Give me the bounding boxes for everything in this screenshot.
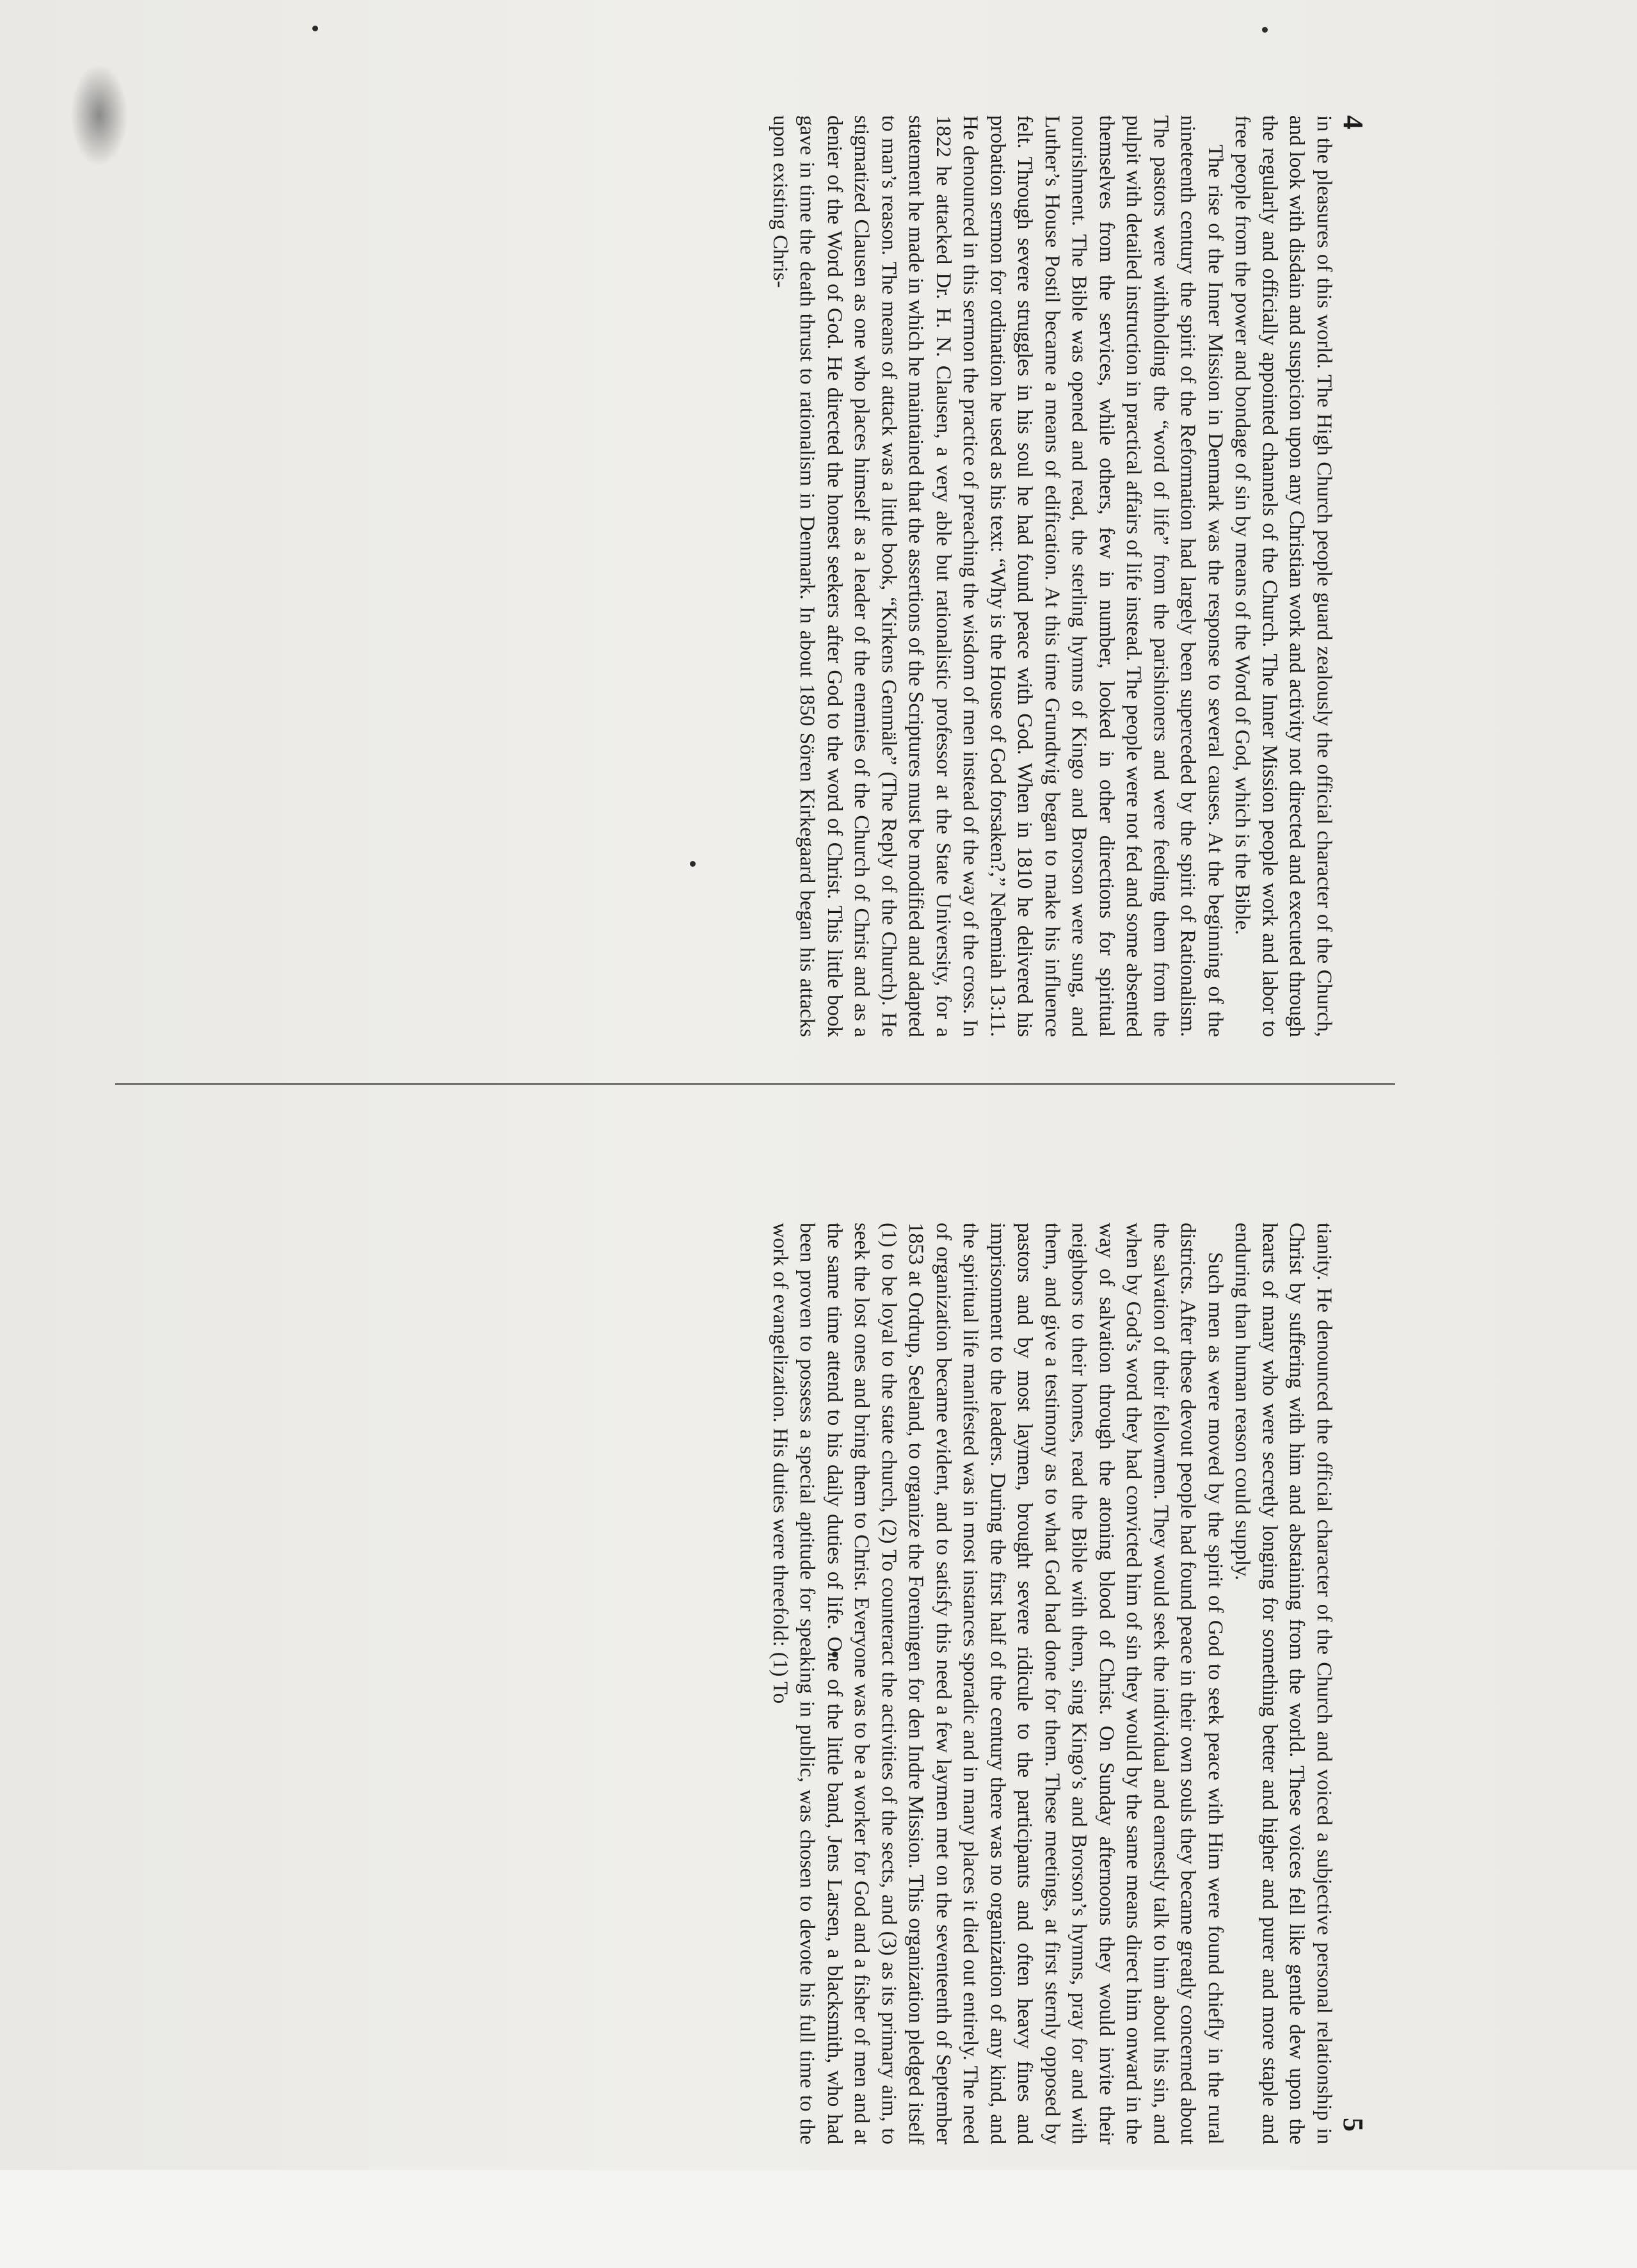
page-number: 5: [1338, 2118, 1369, 2132]
right-page-text: [767, 1223, 1338, 2144]
right-page: [90, 1223, 1369, 2144]
paragraph: tianity. He denounced the official character of the Church and voiced a subjective personal relationship in Christ by suffering with him and abstaining from the world. These voices fell like gentle dew upon the hearts of many who were secretly longing for something better and higher and purer and more staple and enduring than human reason could supply.: [1231, 1223, 1336, 2144]
left-page: [90, 115, 1369, 1037]
left-page-text: [767, 115, 1338, 1037]
paragraph: in the pleasures of this world. The High Church people guard zealously the official character of the Church, and look with disdain and suspicion upon any Christian work and activity not directed and executed through the regularly and officially appointed channels of the Church. The Inner Mission people work and labor to free people from the power and bondage of sin by means of the Word of God, which is the Bible.: [1231, 115, 1336, 1037]
scan-speck: [1262, 27, 1268, 33]
paragraph: The rise of the Inner Mission in Denmark was the response to several causes. At the beginning of the nineteenth century the spirit of the Reformation had largely been superceded by the spirit of Rationalism. The pastors were withholding the “word of life” from the parishioners and were feeding them from the pulpit with detailed instruction in practical affairs of life instead. The people were not fed and some absented themselves from the services, while others, few in number, looked in other directions for spiritual nourishment. The Bible was opened and read, the sterling hymns of Kingo and Brorson were sung, and Luther’s House Postil became a means of edification. At this time Grundtvig began to make his influence felt. Through severe struggles in his soul he had found peace with God. When in 1810 he delivered his probation sermon for ordination he used as his text: “Why is the House of God forsaken?,” Nehemiah 13:11. He denounced in this sermon the practice of preaching the wisdom of men instead of the way of the cross. In 1822 he attacked Dr. H. N. Clausen, a very able but rationalistic professor at the State University, for a statement he made in which he maintained that the assertions of the Scriptures must be modified and adapted to man’s reason. The means of attack was a little book, “Kirkens Genmäle” (The Reply of the Church). He stigmatized Clausen as one who places himself as a leader of the enemies of the Church of Christ and as a denier of the Word of God. He directed the honest seekers after God to the word of Christ. This little book gave in time the death thrust to rationalism in Denmark. In about 1850 Sören Kirkegaard began his attacks upon existing Chris-: [769, 115, 1227, 1037]
page-number: 4: [1338, 115, 1369, 129]
rotated-spread: [90, 115, 1369, 2144]
scan-speck: [312, 26, 318, 31]
scan-bottom-margin: [0, 2170, 1637, 2268]
paragraph: Such men as were moved by the spirit of God to seek peace with Him were found chiefly in the rural districts. After these devout people had found peace in their own souls they became greatly concerned about the salvation of their fellowmen. They would seek the individual and earnestly talk to him about his sin, and when by God’s word they had convicted him of sin they would by the same means direct him onward in the way of salvation through the atoning blood of Christ. On Sunday afternoons they would invite their neighbors to their homes, read the Bible with them, sing Kingo’s and Brorson’s hymns, pray for and with them, and give a testimony as to what God had done for them. These meetings, at first sternly opposed by pastors and by most laymen, brought severe ridicule to the participants and often heavy fines and imprisonment to the leaders. During the first half of the century there was no organization of any kind, and the spiritual life manifested was in most instances sporadic and in many places it died out entirely. The need of organization became evident, and to satisfy this need a few laymen met on the seventeenth of September 1853 at Ordrup, Seeland, to organize the Foreningen for den Indre Mission. This organization pledged itself (1) to be loyal to the state church, (2) To counteract the activities of the sects, and (3) as its primary aim, to seek the lost ones and bring them to Christ. Everyone was to be a worker for God and a fisher of men and at the same time attend to his daily duties of life. One of the little band, Jens Larsen, a blacksmith, who had been proven to possess a special aptitude for speaking in public, was chosen to devote his full time to the work of evangelization. His duties were threefold: (1) To: [769, 1223, 1227, 2144]
